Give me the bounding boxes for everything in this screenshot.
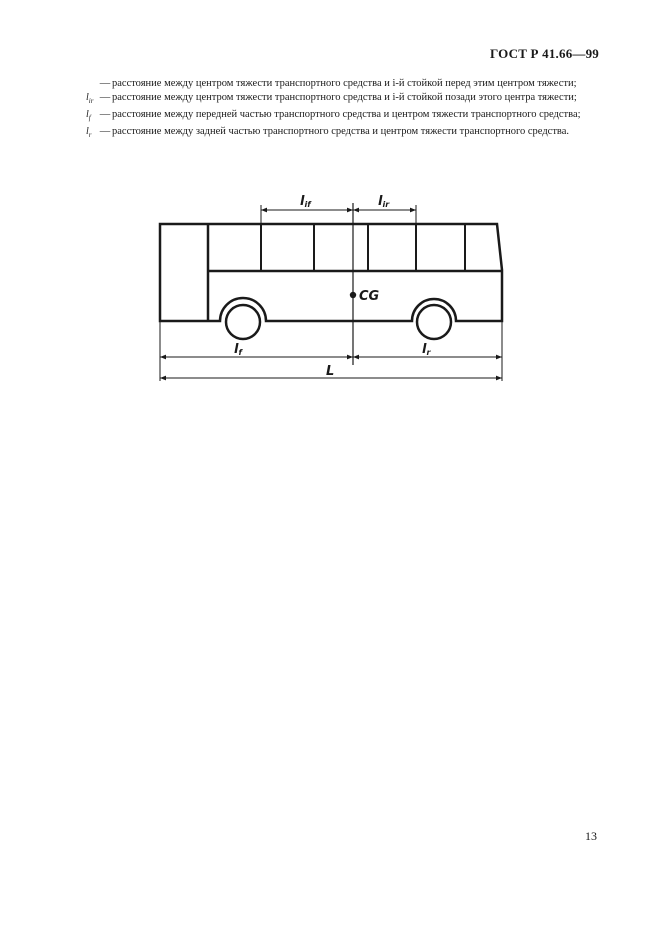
definition-text: расстояние между центром тяжести транспортного средства и i-й стойкой перед этим центром тяжести; [112,78,577,89]
definition-text: расстояние между передней частью транспортного средства и центром тяжести транспортного средства; [112,109,581,120]
definition-item [86,77,600,91]
definition-text: расстояние между центром тяжести транспортного средства и i-й стойкой позади этого центра тяжести; [112,92,577,103]
definition-dash: — [99,78,111,89]
definition-symbol: $l_f$ [86,109,91,122]
page-header: ГОСТ Р 41.66—99 [490,46,599,61]
label-L: L [326,364,335,379]
bus-body-outline [160,224,502,321]
front-wheel [226,305,260,339]
label-lif: lif [300,194,311,209]
definition-item [86,108,600,125]
bus-diagram-svg [150,185,520,385]
bus-diagram [150,185,520,385]
definitions-list [86,77,600,142]
definition-item [86,125,600,142]
page-number: 13 [585,829,597,843]
definition-symbol: $l_r$ [86,126,92,139]
definition-dash: — [99,109,111,120]
cg-point [350,292,356,298]
label-lr: lr [422,342,431,357]
definition-dash: — [99,92,111,103]
definition-text: расстояние между задней частью транспортного средства и центром тяжести транспортного средства. [112,126,570,137]
label-lf: lf [234,342,242,357]
rear-wheel [417,305,451,339]
definition-symbol [86,77,98,91]
definition-dash: — [99,126,111,137]
label-lir: lir [378,194,390,209]
definition-symbol: $l_{ir}$ [86,92,94,105]
label-cg: CG [359,289,380,304]
definition-item [86,91,600,108]
